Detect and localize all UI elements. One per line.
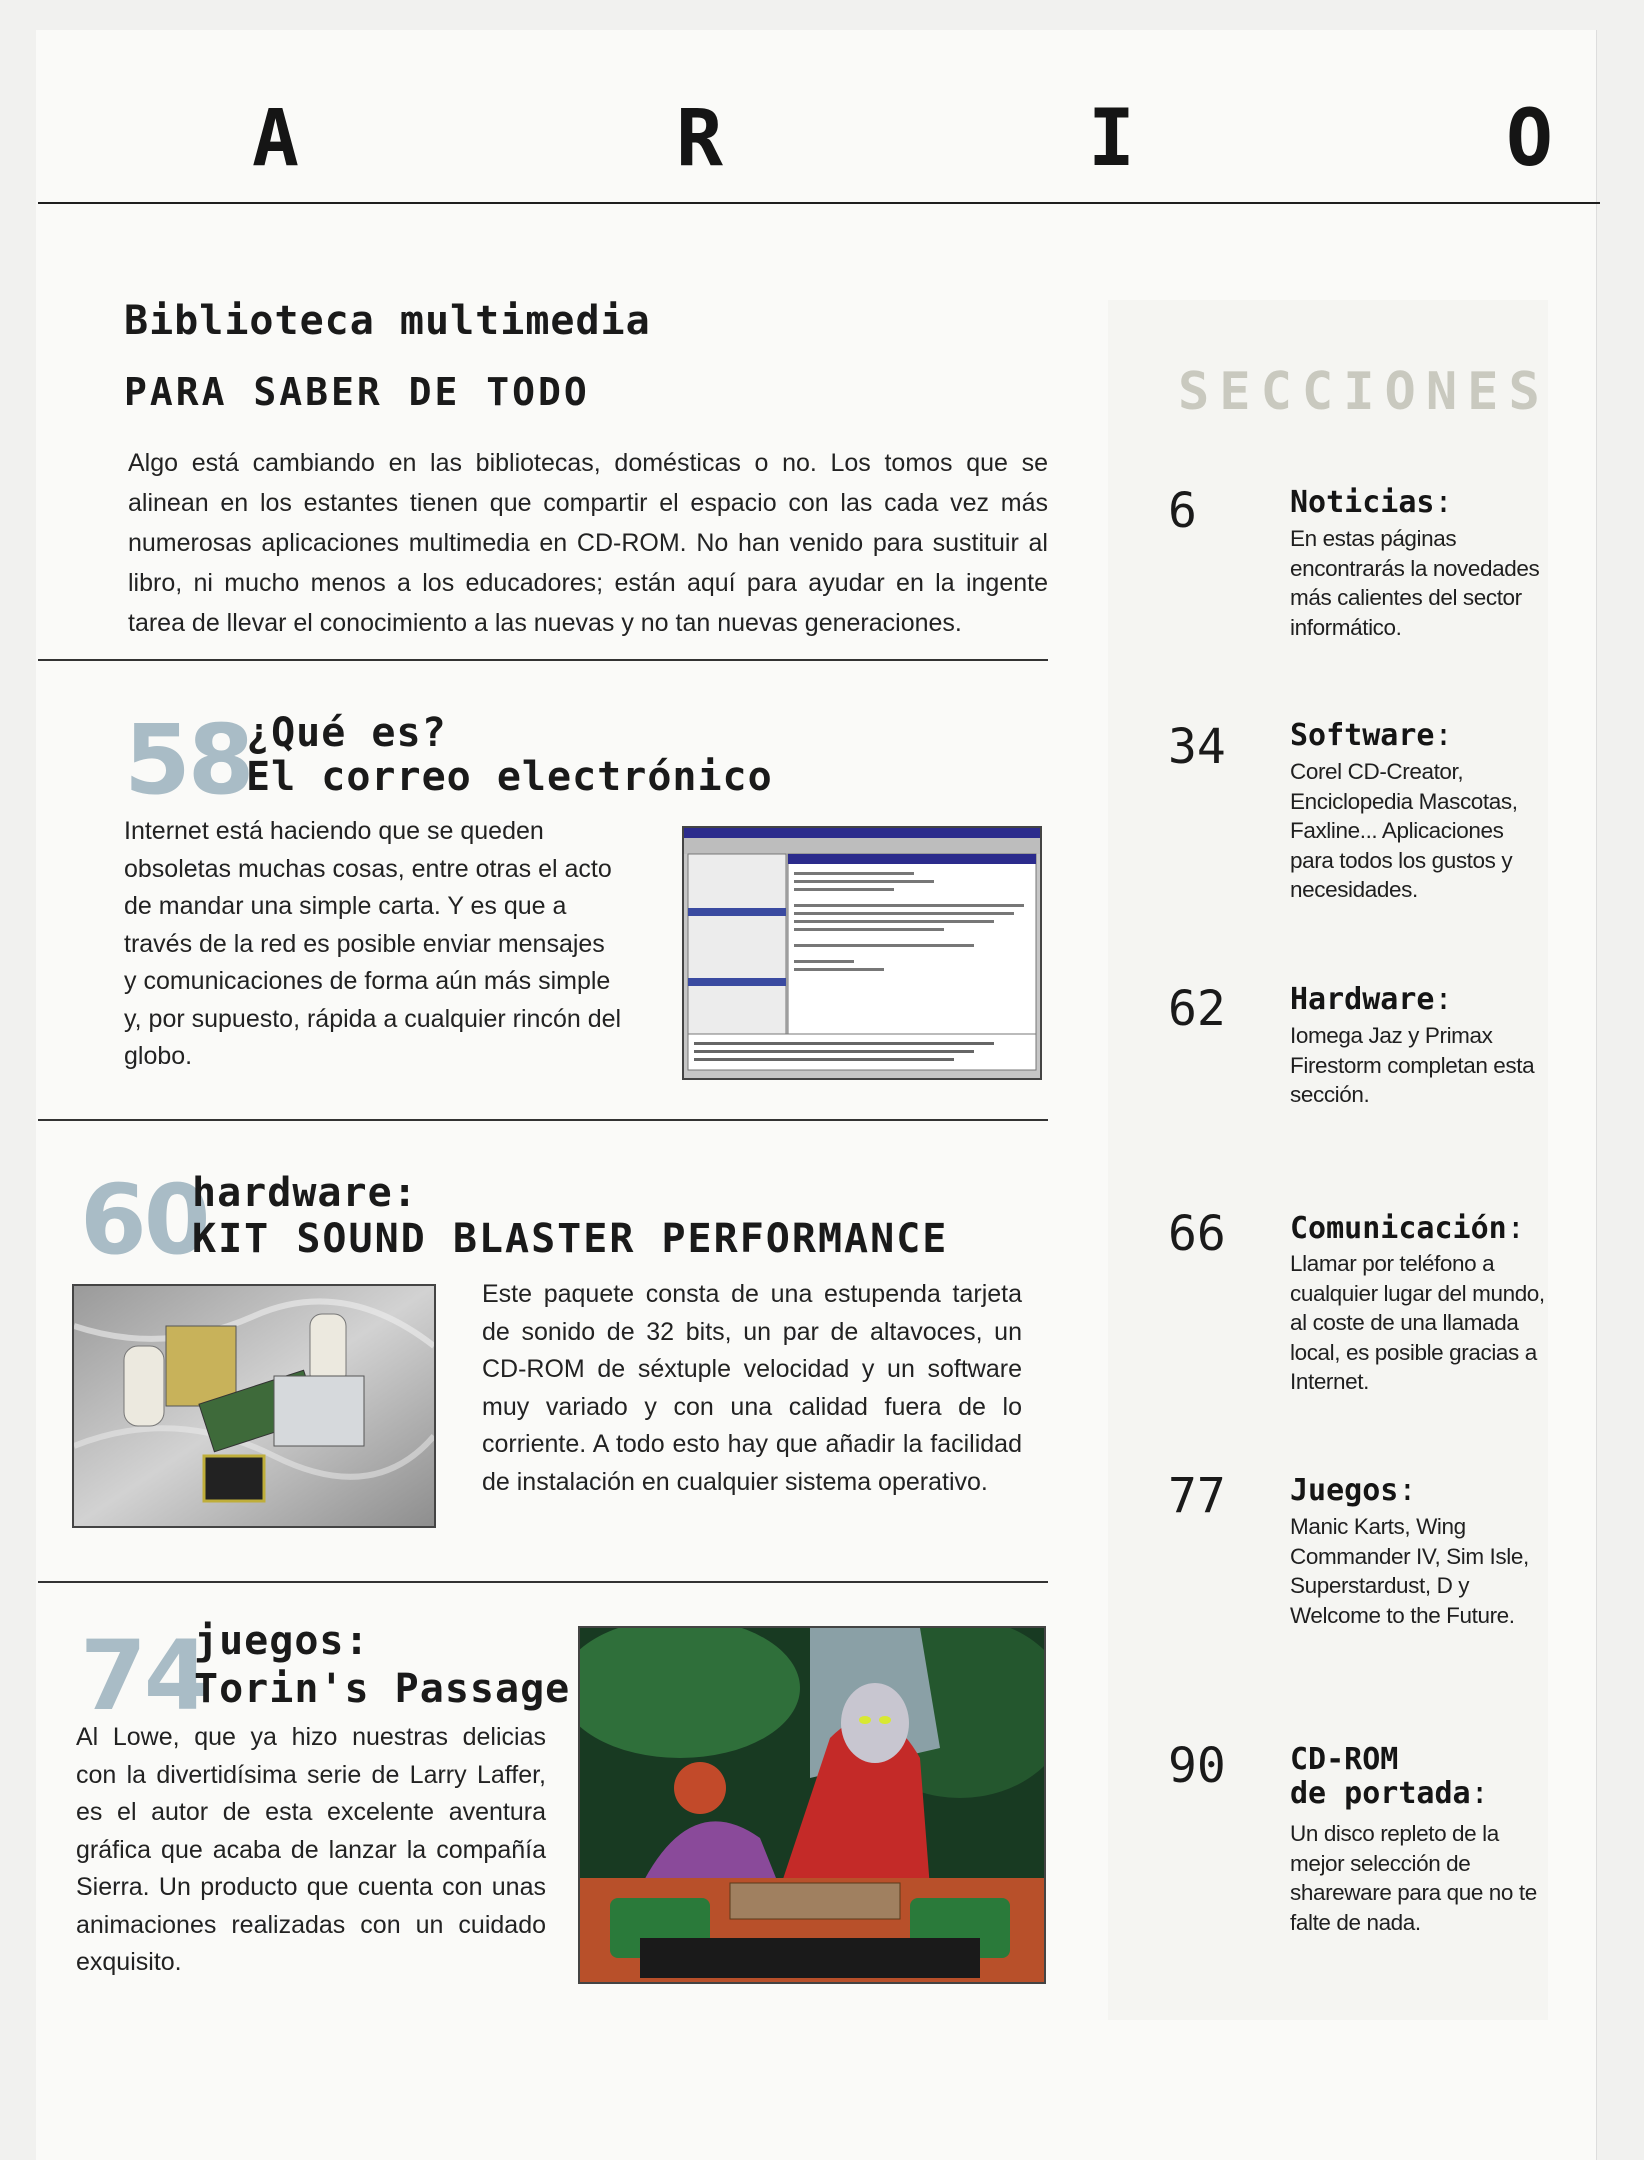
section-page-number: 62: [1168, 981, 1226, 1037]
article-page-number: 74: [80, 1620, 208, 1732]
section-title: CD-ROM: [1290, 1742, 1399, 1777]
section-title: Software:: [1290, 718, 1453, 753]
section-description: Llamar por teléfono a cualquier lugar del mundo, al coste de una llamada local, es posible gracias a Internet.: [1290, 1251, 1545, 1394]
intro-title-line2: PARA SABER DE TODO: [124, 370, 590, 414]
torins-passage-screenshot-image: [578, 1626, 1046, 1984]
section-description: Corel CD-Creator, Enciclopedia Mascotas, Faxline... Aplicaciones para todos los gustos y necesidades.: [1290, 759, 1518, 902]
section-page-number: 6: [1168, 483, 1197, 539]
header-rule: [38, 202, 1600, 204]
article-body: Este paquete consta de una estupenda tarjeta de sonido de 32 bits, un par de altavoces, un CD-ROM de séxtuple velocidad y un software muy variado y con una calidad fuera de lo corriente. A todo esto hay que añadir la facilidad de instalación en cualquier sistema operativo.: [482, 1280, 1022, 1496]
article-page-number: 58: [124, 704, 252, 816]
article-title-line1: juegos:: [194, 1618, 370, 1664]
section-divider: [38, 659, 1048, 661]
section-title: Juegos:: [1290, 1473, 1417, 1508]
header-letter: O: [1506, 94, 1553, 184]
intro-body: Algo está cambiando en las bibliotecas, domésticas o no. Los tomos que se alinean en los estantes tienen que compartir el espacio con las cada vez más numerosas aplicaciones multimedia en CD-ROM. No han venido para sustituir al libro, ni mucho menos a los educadores; están aquí para ayudar en la ingente tarea de llevar el conocimiento a las nuevas y no tan nuevas generaciones.: [128, 449, 1048, 637]
article-title-line2: KIT SOUND BLASTER PERFORMANCE: [192, 1216, 949, 1262]
article-title-line2: El correo electrónico: [246, 754, 773, 800]
sections-heading: SECCIONES: [1178, 362, 1550, 422]
sound-blaster-kit-image: [72, 1284, 436, 1528]
article-page-number: 60: [80, 1164, 208, 1276]
article-title-line2: Torin's Passage: [194, 1666, 571, 1712]
email-screenshot-image: [682, 826, 1042, 1080]
header-letter: A: [252, 94, 299, 184]
section-page-number: 34: [1168, 719, 1226, 775]
section-divider: [38, 1581, 1048, 1583]
intro-title-line1: Biblioteca multimedia: [124, 298, 651, 344]
section-title-line2: de portada:: [1290, 1776, 1489, 1811]
article-body: Internet está haciendo que se queden obsoletas muchas cosas, entre otras el acto de mandar una simple carta. Y es que a través de la red es posible enviar mensajes y comunicaciones de forma aún más simple y, por supuesto, rápida a cualquier rincón del globo.: [124, 817, 622, 1070]
article-title-line1: hardware:: [192, 1170, 418, 1216]
section-page-number: 66: [1168, 1206, 1226, 1262]
section-description: En estas páginas encontrarás la novedades más calientes del sector informático.: [1290, 526, 1540, 640]
header-letter: I: [1088, 94, 1135, 184]
section-divider: [38, 1119, 1048, 1121]
article-title-line1: ¿Qué es?: [246, 710, 447, 756]
section-page-number: 77: [1168, 1468, 1226, 1524]
article-body: Al Lowe, que ya hizo nuestras delicias con la divertidísima serie de Larry Laffer, es el autor de esta excelente aventura gráfica que acaba de lanzar la compañía Sierra. Un producto que cuenta con unas animaciones realizadas con un cuidado exquisito.: [76, 1723, 546, 1976]
section-description: Un disco repleto de la mejor selección de shareware para que no te falte de nada.: [1290, 1821, 1537, 1935]
header-letter: R: [676, 94, 723, 184]
section-description: Iomega Jaz y Primax Firestorm completan esta sección.: [1290, 1023, 1535, 1107]
section-page-number: 90: [1168, 1738, 1226, 1794]
section-description: Manic Karts, Wing Commander IV, Sim Isle, Superstardust, D y Welcome to the Future.: [1290, 1514, 1529, 1628]
section-title: Comunicación:: [1290, 1211, 1525, 1246]
section-title: Noticias:: [1290, 485, 1453, 520]
section-title: Hardware:: [1290, 982, 1453, 1017]
